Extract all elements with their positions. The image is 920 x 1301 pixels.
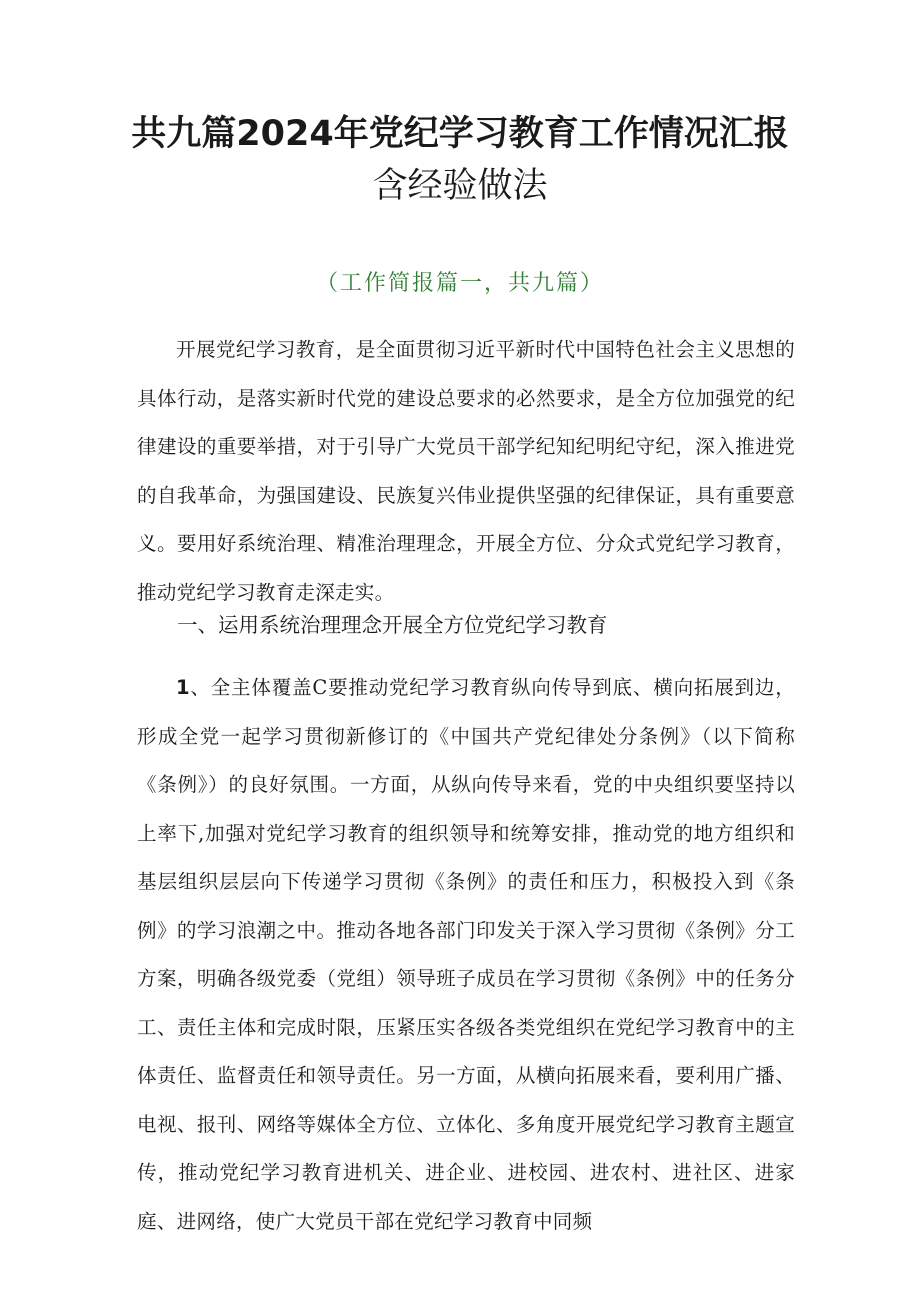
item-text: 、全主体覆盖C要推动党纪学习教育纵向传导到底、横向拓展到边，形成全党一起学习贯彻新修订的《中国共产党纪律处分条例》（以下简称《条例》）的良好氛围。一方面，从纵向传导来看，党的中央组织要坚持以上率下,加强对党纪学习教育的组织领导和统筹安排，推动党的地方组织和基层组织层层向下传递学习贯彻《条例》的责任和压力，积极投入到《条例》的学习浪潮之中。推动各地各部门印发关于深入学习贯彻《条例》分工方案，明确各级党委（党组）领导班子成员在学习贯彻《条例》中的任务分工、责任主体和完成时限，压紧压实各级各类党组织在党纪学习教育中的主体责任、监督责任和领导责任。另一方面，从横向拓展来看，要利用广播、电视、报刊、网络等媒体全方位、立体化、多角度开展党纪学习教育主题宣传，推动党纪学习教育进机关、进企业、进校园、进农村、进社区、进家庭、进网络，使广大党员干部在党纪学习教育中同频	[137, 676, 795, 1233]
document-subtitle: （工作简报篇一，共九篇）	[315, 271, 604, 296]
title-line-2: 含经验做法	[372, 166, 548, 206]
body-paragraph-1	[137, 664, 795, 1246]
intro-paragraph: 开展党纪学习教育，是全面贯彻习近平新时代中国特色社会主义思想的具体行动，是落实新时代党的建设总要求的必然要求，是全方位加强党的纪律建设的重要举措，对于引导广大党员干部学纪知纪明纪守纪，深入推进党的自我革命，为强国建设、民族复兴伟业提供坚强的纪律保证，具有重要意义。要用好系统治理、精准治理理念，开展全方位、分众式党纪学习教育，推动党纪学习教育走深走实。	[137, 338, 795, 604]
item-number: 1	[176, 676, 190, 699]
title-line-1: 共九篇2024年党纪学习教育工作情况汇报	[131, 114, 789, 154]
document-title	[60, 108, 860, 212]
section-heading-1: 一、运用系统治理理念开展全方位党纪学习教育	[177, 613, 608, 637]
